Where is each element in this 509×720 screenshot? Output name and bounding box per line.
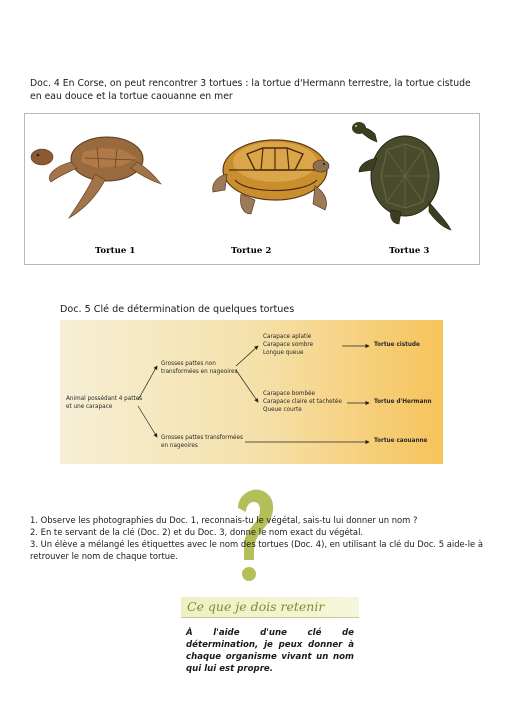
question-2: 2. En te servant de la clé (Doc. 2) et du Doc. 3, donne le nom exact du végétal. (30, 527, 364, 537)
retenir-header (181, 597, 359, 618)
turtle-label-1: Tortue 1 (95, 246, 136, 256)
key-root-node (66, 395, 142, 411)
key-criteria-cistude-1: Carapace aplatie (263, 334, 312, 340)
question-1: 1. Observe les photographies du Doc. 1, reconnais-tu le végétal, sais-tu lui donner un nom ? (30, 515, 418, 525)
key-branch-flippers-line-2: en nageoires (161, 443, 198, 449)
turtle-photo-panel (24, 113, 480, 265)
questions-list (30, 514, 485, 562)
key-criteria-hermann-2: Carapace claire et tachetée (263, 399, 342, 405)
turtle-photos (25, 114, 479, 264)
doc4-caption: Doc. 4 En Corse, on peut rencontrer 3 tortues : la tortue d'Hermann terrestre, la tortue cistude en eau douce et la tortue caouanne en mer (30, 78, 471, 102)
key-root-line-2: et une carapace (66, 404, 113, 410)
key-criteria-hermann-1: Carapace bombée (263, 391, 316, 397)
key-branch-flippers-line-1: Grosses pattes transformées (161, 435, 243, 441)
pond-turtle-image (352, 122, 451, 230)
retenir-title: Ce que je dois retenir (187, 599, 325, 614)
key-root-line-1: Animal possédant 4 pattes (66, 396, 143, 402)
turtle-label-2: Tortue 2 (231, 246, 272, 256)
key-branch-non-flippers-line-2: transformées en nageoires (161, 369, 238, 375)
key-criteria-hermann (263, 390, 342, 414)
sea-turtle-image (31, 137, 161, 218)
key-result-caouanne: Tortue caouanne (374, 438, 428, 444)
hermann-tortoise-image (213, 140, 329, 214)
key-branch-non-flippers (161, 360, 238, 376)
key-criteria-cistude (263, 333, 313, 357)
key-criteria-hermann-3: Queue courte (263, 407, 302, 413)
key-criteria-cistude-2: Carapace sombre (263, 342, 314, 348)
turtle-label-3: Tortue 3 (389, 246, 430, 256)
determination-key (60, 320, 443, 464)
question-3: 3. Un élève a mélangé les étiquettes avec le nom des tortues (Doc. 4), en utilisant la clé du Doc. 5 aide-le à retrouver le nom de chaque tortue. (30, 539, 483, 561)
key-branch-flippers (161, 434, 243, 450)
retenir-text: À l'aide d'une clé de détermination, je peux donner à chaque organisme vivant un nom qui lui est propre. (186, 628, 354, 674)
key-branch-non-flippers-line-1: Grosses pattes non (161, 361, 216, 367)
key-result-hermann: Tortue d'Hermann (374, 399, 432, 405)
doc5-caption: Doc. 5 Clé de détermination de quelques tortues (60, 304, 295, 315)
key-criteria-cistude-3: Longue queue (263, 350, 304, 356)
key-result-cistude: Tortue cistude (374, 342, 420, 348)
